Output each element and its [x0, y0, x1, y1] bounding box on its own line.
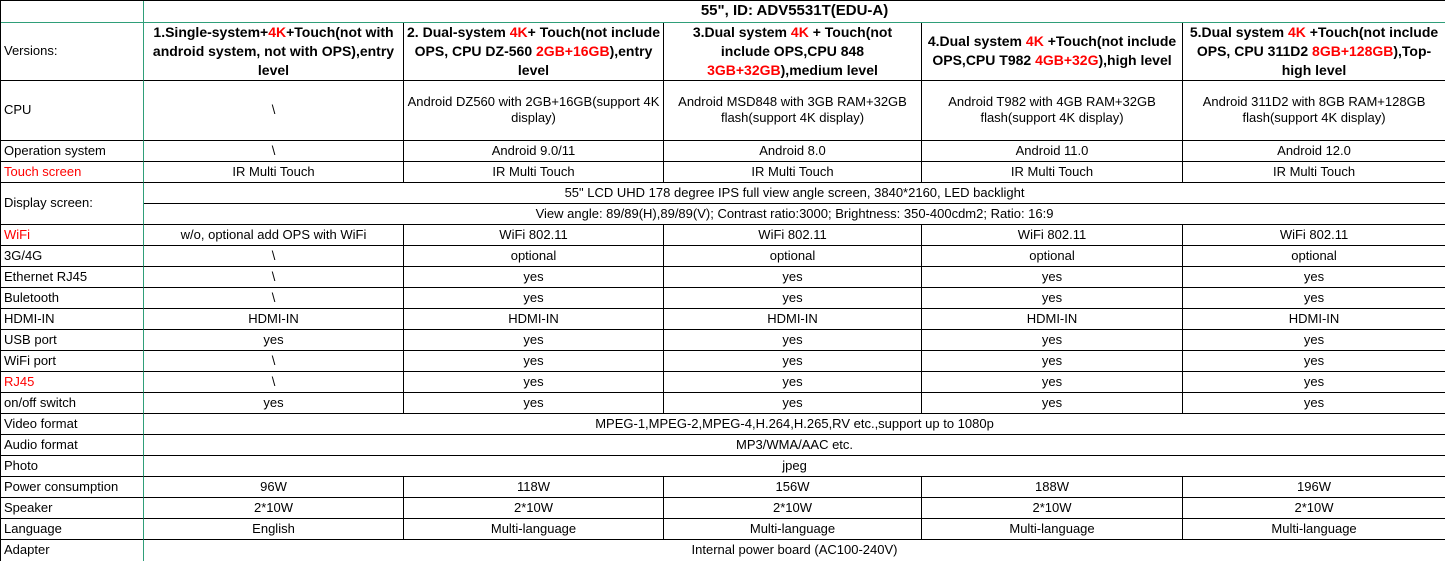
spec-cell: Multi-language: [404, 519, 664, 540]
spec-cell: 156W: [664, 477, 922, 498]
row-label: Power consumption: [1, 477, 144, 498]
spec-cell: HDMI-IN: [404, 309, 664, 330]
spec-cell: yes: [664, 372, 922, 393]
row-label: Photo: [1, 456, 144, 477]
spec-cell: \: [144, 81, 404, 141]
version-text: ),medium level: [780, 61, 878, 78]
spec-cell: HDMI-IN: [1183, 309, 1445, 330]
version-text-red: 4K: [1287, 24, 1306, 40]
row-label: Display screen:: [1, 183, 144, 225]
spec-cell: 2*10W: [404, 498, 664, 519]
version-1-header: [144, 23, 404, 81]
spec-cell: Android 11.0: [922, 141, 1183, 162]
spec-cell: 188W: [922, 477, 1183, 498]
page-title: 55", ID: ADV5531T(EDU-A): [144, 1, 1445, 23]
spec-cell: yes: [144, 393, 404, 414]
spec-cell: optional: [404, 246, 664, 267]
version-text-red: 8GB+128GB: [1312, 42, 1394, 59]
row-label: Audio format: [1, 435, 144, 456]
table-row-display-2: [1, 204, 1445, 225]
spec-cell: Android T982 with 4GB RAM+32GB flash(support 4K display): [922, 81, 1183, 141]
spec-cell: WiFi 802.11: [922, 225, 1183, 246]
table-row-ethernet: [1, 267, 1445, 288]
version-text: 3.Dual system: [692, 24, 791, 40]
version-text-red: 4K: [790, 24, 809, 40]
row-label-versions: Versions:: [1, 23, 144, 81]
spec-cell: yes: [664, 330, 922, 351]
version-text-red: 3GB+32GB: [707, 61, 781, 78]
spec-cell: \: [144, 288, 404, 309]
spec-cell: yes: [922, 393, 1183, 414]
version-text: 4.Dual system: [927, 33, 1026, 50]
spec-cell: \: [144, 372, 404, 393]
spec-cell-span: MPEG-1,MPEG-2,MPEG-4,H.264,H.265,RV etc.,support up to 1080p: [144, 414, 1445, 435]
spec-cell: HDMI-IN: [664, 309, 922, 330]
table-row-video: [1, 414, 1445, 435]
spec-cell: yes: [664, 393, 922, 414]
spec-cell: yes: [404, 393, 664, 414]
spec-cell: HDMI-IN: [144, 309, 404, 330]
spec-cell: yes: [922, 330, 1183, 351]
spec-cell: optional: [664, 246, 922, 267]
row-label: WiFi: [1, 225, 144, 246]
version-text: ),high level: [1098, 52, 1172, 69]
spec-cell: yes: [404, 288, 664, 309]
row-label: Adapter: [1, 540, 144, 561]
spec-cell: 2*10W: [664, 498, 922, 519]
spec-cell: WiFi 802.11: [1183, 225, 1445, 246]
spec-cell: Android 311D2 with 8GB RAM+128GB flash(support 4K display): [1183, 81, 1445, 141]
spec-cell: \: [144, 141, 404, 162]
spec-cell: 96W: [144, 477, 404, 498]
spec-cell: Multi-language: [1183, 519, 1445, 540]
spec-cell: yes: [1183, 372, 1445, 393]
spec-cell: yes: [922, 372, 1183, 393]
version-text: +Touch(not include OPS, CPU 311D2: [1196, 24, 1439, 59]
spec-cell: Android DZ560 with 2GB+16GB(support 4K display): [404, 81, 664, 141]
spec-cell: Multi-language: [922, 519, 1183, 540]
spec-cell: IR Multi Touch: [404, 162, 664, 183]
version-text-red: 2GB+16GB: [536, 42, 610, 59]
table-row-display-1: [1, 183, 1445, 204]
spec-cell: yes: [404, 351, 664, 372]
version-text: + Touch(not include OPS,CPU 848: [720, 24, 893, 59]
table-row-cpu: [1, 81, 1445, 141]
title-row: [1, 1, 1445, 23]
row-label: HDMI-IN: [1, 309, 144, 330]
row-label: Buletooth: [1, 288, 144, 309]
row-label: CPU: [1, 81, 144, 141]
version-text: +Touch(not with android system, not with OPS),entry level: [152, 24, 395, 78]
spec-cell: yes: [404, 372, 664, 393]
version-3-header: [664, 23, 922, 81]
spec-cell: yes: [922, 267, 1183, 288]
table-row-touch: [1, 162, 1445, 183]
spec-cell: w/o, optional add OPS with WiFi: [144, 225, 404, 246]
version-text-red: 4K: [509, 24, 528, 40]
spec-cell: IR Multi Touch: [922, 162, 1183, 183]
version-text: 1.Single-system+: [153, 24, 269, 40]
table-row-usb: [1, 330, 1445, 351]
spec-cell: Android 8.0: [664, 141, 922, 162]
row-label: Operation system: [1, 141, 144, 162]
spec-cell: yes: [664, 267, 922, 288]
spec-cell: English: [144, 519, 404, 540]
spec-cell: 118W: [404, 477, 664, 498]
spec-cell-span: MP3/WMA/AAC etc.: [144, 435, 1445, 456]
table-row-speaker: [1, 498, 1445, 519]
table-row-os: [1, 141, 1445, 162]
corner-cell: [1, 1, 144, 23]
versions-row: [1, 23, 1445, 81]
spec-cell-span: View angle: 89/89(H),89/89(V); Contrast ratio:3000; Brightness: 350-400cdm2; Ratio: 16:9: [144, 204, 1445, 225]
spec-cell: yes: [1183, 393, 1445, 414]
spec-cell: Multi-language: [664, 519, 922, 540]
spec-cell: yes: [1183, 288, 1445, 309]
row-label: WiFi port: [1, 351, 144, 372]
spec-cell-span: 55" LCD UHD 178 degree IPS full view angle screen, 3840*2160, LED backlight: [144, 183, 1445, 204]
row-label: 3G/4G: [1, 246, 144, 267]
row-label: RJ45: [1, 372, 144, 393]
spec-cell-span: Internal power board (AC100-240V): [144, 540, 1445, 561]
spec-cell: 2*10W: [144, 498, 404, 519]
spec-cell: Android MSD848 with 3GB RAM+32GB flash(support 4K display): [664, 81, 922, 141]
version-text-red: 4K: [1025, 33, 1044, 50]
spec-cell: yes: [1183, 330, 1445, 351]
spec-cell: IR Multi Touch: [664, 162, 922, 183]
spec-cell: yes: [404, 267, 664, 288]
version-text-red: 4GB+32G: [1035, 52, 1099, 69]
table-row-audio: [1, 435, 1445, 456]
table-row-language: [1, 519, 1445, 540]
version-text: ),Top-high level: [1281, 42, 1432, 78]
version-text: 5.Dual system: [1189, 24, 1288, 40]
version-text: + Touch(not include OPS, CPU DZ-560: [414, 24, 660, 59]
spec-cell: WiFi 802.11: [664, 225, 922, 246]
spec-cell: Android 9.0/11: [404, 141, 664, 162]
version-text: +Touch(not include OPS,CPU T982: [932, 33, 1177, 69]
spec-cell: 2*10W: [1183, 498, 1445, 519]
row-label: on/off switch: [1, 393, 144, 414]
version-2-header: [404, 23, 664, 81]
version-4-header: [922, 23, 1183, 81]
row-label: Speaker: [1, 498, 144, 519]
spec-cell: \: [144, 246, 404, 267]
spec-cell: Android 12.0: [1183, 141, 1445, 162]
table-row-hdmi: [1, 309, 1445, 330]
spec-cell: 196W: [1183, 477, 1445, 498]
table-row-3g4g: [1, 246, 1445, 267]
version-text: ),entry level: [517, 42, 653, 78]
spec-cell-span: jpeg: [144, 456, 1445, 477]
version-text-red: 4K: [268, 24, 287, 40]
table-row-wifiport: [1, 351, 1445, 372]
table-row-photo: [1, 456, 1445, 477]
spec-cell: yes: [144, 330, 404, 351]
spec-cell: \: [144, 267, 404, 288]
spec-cell: yes: [1183, 351, 1445, 372]
table-row-power: [1, 477, 1445, 498]
table-row-wifi: [1, 225, 1445, 246]
table-row-onoff: [1, 393, 1445, 414]
table-row-bluetooth: [1, 288, 1445, 309]
spec-cell: 2*10W: [922, 498, 1183, 519]
spec-cell: \: [144, 351, 404, 372]
version-text: 2. Dual-system: [407, 24, 510, 40]
table-row-adapter: [1, 540, 1445, 561]
spec-cell: yes: [664, 351, 922, 372]
spec-cell: IR Multi Touch: [1183, 162, 1445, 183]
spec-cell: HDMI-IN: [922, 309, 1183, 330]
spec-cell: yes: [1183, 267, 1445, 288]
spec-cell: yes: [922, 288, 1183, 309]
spec-cell: optional: [922, 246, 1183, 267]
row-label: USB port: [1, 330, 144, 351]
spec-cell: yes: [404, 330, 664, 351]
spec-cell: optional: [1183, 246, 1445, 267]
spec-cell: IR Multi Touch: [144, 162, 404, 183]
row-label: Ethernet RJ45: [1, 267, 144, 288]
spec-cell: yes: [664, 288, 922, 309]
row-label: Language: [1, 519, 144, 540]
table-row-rj45: [1, 372, 1445, 393]
version-5-header: [1183, 23, 1445, 81]
row-label: Video format: [1, 414, 144, 435]
row-label: Touch screen: [1, 162, 144, 183]
spec-cell: WiFi 802.11: [404, 225, 664, 246]
spec-cell: yes: [922, 351, 1183, 372]
